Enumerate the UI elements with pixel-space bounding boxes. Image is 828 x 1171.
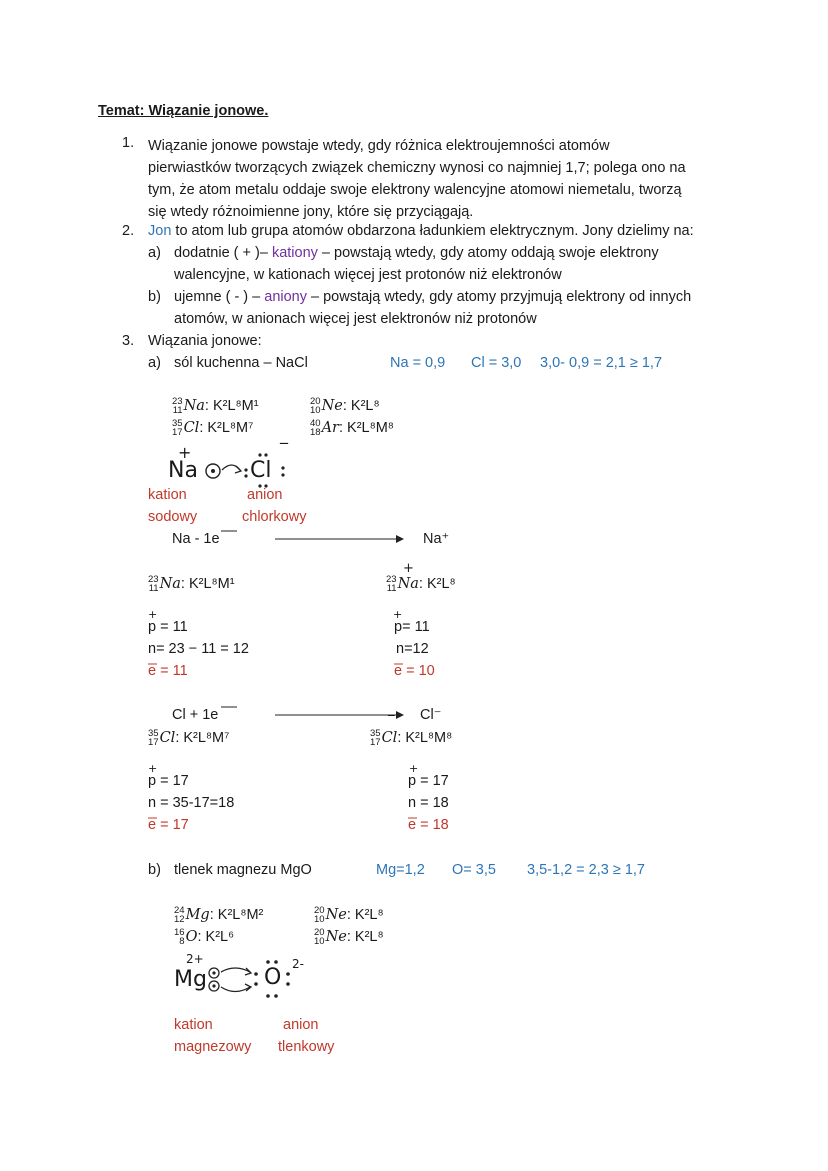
page-title: Temat: Wiązanie jonowe. bbox=[98, 103, 269, 119]
hand-mg: Mg bbox=[174, 967, 207, 992]
hand-cl-charge: ‾ bbox=[280, 440, 288, 459]
en-na: Na = 0,9 bbox=[390, 355, 446, 371]
na-ion-plus: + bbox=[403, 561, 414, 576]
ne-iso: 20 10 bbox=[310, 396, 321, 416]
cl-protons: p = 17 bbox=[148, 773, 189, 789]
en-diff-mgo: 3,5-1,2 = 2,3 ≥ 1,7 bbox=[527, 862, 645, 878]
point-2-rest: to atom lub grupa atomów obdarzona ładunkiem elektrycznym. Jony dzielimy na: bbox=[171, 223, 694, 239]
na-config: 23 11 Na: K²L⁸M¹ bbox=[172, 396, 259, 416]
hand-na: Na bbox=[168, 458, 198, 483]
point-2b-letter: b) bbox=[148, 289, 161, 305]
na-ion-protons: p= 11 bbox=[394, 619, 430, 635]
ne-config: 20 10 Ne: K²L⁸ bbox=[310, 396, 380, 416]
hand-cl: Cl bbox=[250, 458, 272, 483]
point-2a-letter: a) bbox=[148, 245, 161, 261]
point-1-line: Wiązanie jonowe powstaje wtedy, gdy różnica elektroujemności atomów bbox=[148, 138, 610, 154]
eq1-left: Na - 1e bbox=[172, 531, 220, 547]
anion-label: anion bbox=[247, 487, 283, 503]
hand-mg-charge: 2+ bbox=[186, 952, 204, 966]
eq2-left: Cl + 1e bbox=[172, 707, 219, 723]
na-ion-neutrons: n=12 bbox=[396, 641, 429, 657]
mgo-kation-label: kation bbox=[174, 1017, 213, 1033]
na-neutrons: n= 23 − 11 = 12 bbox=[148, 641, 249, 657]
eq1-right: Na⁺ bbox=[423, 531, 450, 547]
na-protons: p = 11 bbox=[148, 619, 188, 635]
cl-neutrons: n = 35-17=18 bbox=[148, 795, 235, 811]
na-symbol: Na bbox=[183, 397, 205, 414]
cl-symbol: Cl bbox=[183, 419, 200, 436]
point-2b-line2: atomów, w anionach więcej jest elektronów niż protonów bbox=[174, 311, 537, 327]
na-atom-config: 23 11 Na: K²L⁸M¹ bbox=[148, 574, 235, 594]
na-iso: 23 11 bbox=[172, 396, 183, 416]
nacl-letter: a) bbox=[148, 355, 161, 371]
na-ion-electrons: e = 10 bbox=[394, 663, 435, 679]
mgo-kation-sub: magnezowy bbox=[174, 1039, 252, 1055]
mgo-heading: tlenek magnezu MgO bbox=[174, 862, 312, 878]
nacl-heading: sól kuchenna – NaCl bbox=[174, 355, 308, 371]
point-3-number: 3. bbox=[122, 333, 135, 349]
ar-iso: 40 18 bbox=[310, 418, 321, 438]
en-diff-nacl: 3,0- 0,9 = 2,1 ≥ 1,7 bbox=[540, 355, 663, 371]
point-2a-line2: walencyjne, w kationach więcej jest protonów niż elektronów bbox=[174, 267, 562, 283]
cl-ion-minus: ‾ bbox=[388, 714, 395, 729]
na-ion-p-plus: + bbox=[393, 608, 403, 621]
point-2b-end: – powstają wtedy, gdy atomy przyjmują elektrony od innych bbox=[306, 289, 692, 305]
point-2b-start: ujemne ( - ) – bbox=[174, 289, 265, 305]
point-1-line: się wtedy różnoimienne jony, które się przyciągają. bbox=[148, 204, 474, 220]
term-jon: Jon bbox=[148, 223, 172, 239]
kation-sub: sodowy bbox=[148, 509, 198, 525]
point-1-line: pierwiastków tworzących związek chemiczny wynosi co najmniej 1,7; polega ono na bbox=[148, 160, 686, 176]
point-1-line: tym, że atom metalu oddaje swoje elektrony walencyjne atomowi niemetalu, tworzą bbox=[148, 182, 682, 198]
cl-ion-p-plus: + bbox=[409, 762, 419, 775]
hand-o: O bbox=[264, 965, 282, 990]
cl-p-plus: + bbox=[148, 762, 158, 775]
term-kationy: kationy bbox=[271, 245, 318, 261]
hand-o-charge: 2- bbox=[292, 957, 304, 971]
mg-config: 24 12 Mg: K²L⁸M² bbox=[174, 905, 264, 925]
point-2a-start: dodatnie ( + )– bbox=[174, 245, 272, 261]
cl-ion-neutrons: n = 18 bbox=[408, 795, 449, 811]
na-p-plus: + bbox=[148, 608, 158, 621]
mgo-anion-sub: tlenkowy bbox=[278, 1039, 335, 1055]
hand-na-charge: + bbox=[178, 443, 192, 462]
kation-label: kation bbox=[148, 487, 187, 503]
point-3-text: Wiązania jonowe: bbox=[148, 333, 262, 349]
mgo-anion-label: anion bbox=[283, 1017, 319, 1033]
na-ion-config: 23 11 Na: K²L⁸ bbox=[386, 574, 456, 594]
cl-ion-config: 35 17 Cl: K²L⁸M⁸ bbox=[370, 728, 453, 748]
ne1-config: 20 10 Ne: K²L⁸ bbox=[314, 905, 384, 925]
en-o: O= 3,5 bbox=[452, 862, 496, 878]
na-electrons: e = 11 bbox=[148, 663, 188, 679]
term-aniony: aniony bbox=[264, 289, 307, 305]
point-1-number: 1. bbox=[122, 135, 135, 151]
cl-iso: 35 17 bbox=[172, 418, 183, 438]
mgo-letter: b) bbox=[148, 862, 161, 878]
cl-ion-protons: p = 17 bbox=[408, 773, 449, 789]
anion-sub: chlorkowy bbox=[242, 509, 307, 525]
en-cl: Cl = 3,0 bbox=[471, 355, 522, 371]
en-mg: Mg=1,2 bbox=[376, 862, 425, 878]
ne2-config: 20 10 Ne: K²L⁸ bbox=[314, 927, 384, 947]
eq2-right: Cl⁻ bbox=[420, 707, 442, 723]
o-config: 16 8 O: K²L⁶ bbox=[174, 927, 235, 947]
cl-electrons: e = 17 bbox=[148, 817, 189, 833]
cl-atom-config: 35 17 Cl: K²L⁸M⁷ bbox=[148, 728, 230, 748]
point-2-number: 2. bbox=[122, 223, 135, 239]
cl-ion-electrons: e = 18 bbox=[408, 817, 449, 833]
ne-symbol: Ne bbox=[321, 397, 343, 414]
point-2a-end: – powstają wtedy, gdy atomy oddają swoje elektrony bbox=[317, 245, 659, 261]
ar-config: 40 18 Ar: K²L⁸M⁸ bbox=[310, 418, 394, 438]
ar-symbol: Ar bbox=[321, 419, 339, 436]
cl-config: 35 17 Cl: K²L⁸M⁷ bbox=[172, 418, 254, 438]
